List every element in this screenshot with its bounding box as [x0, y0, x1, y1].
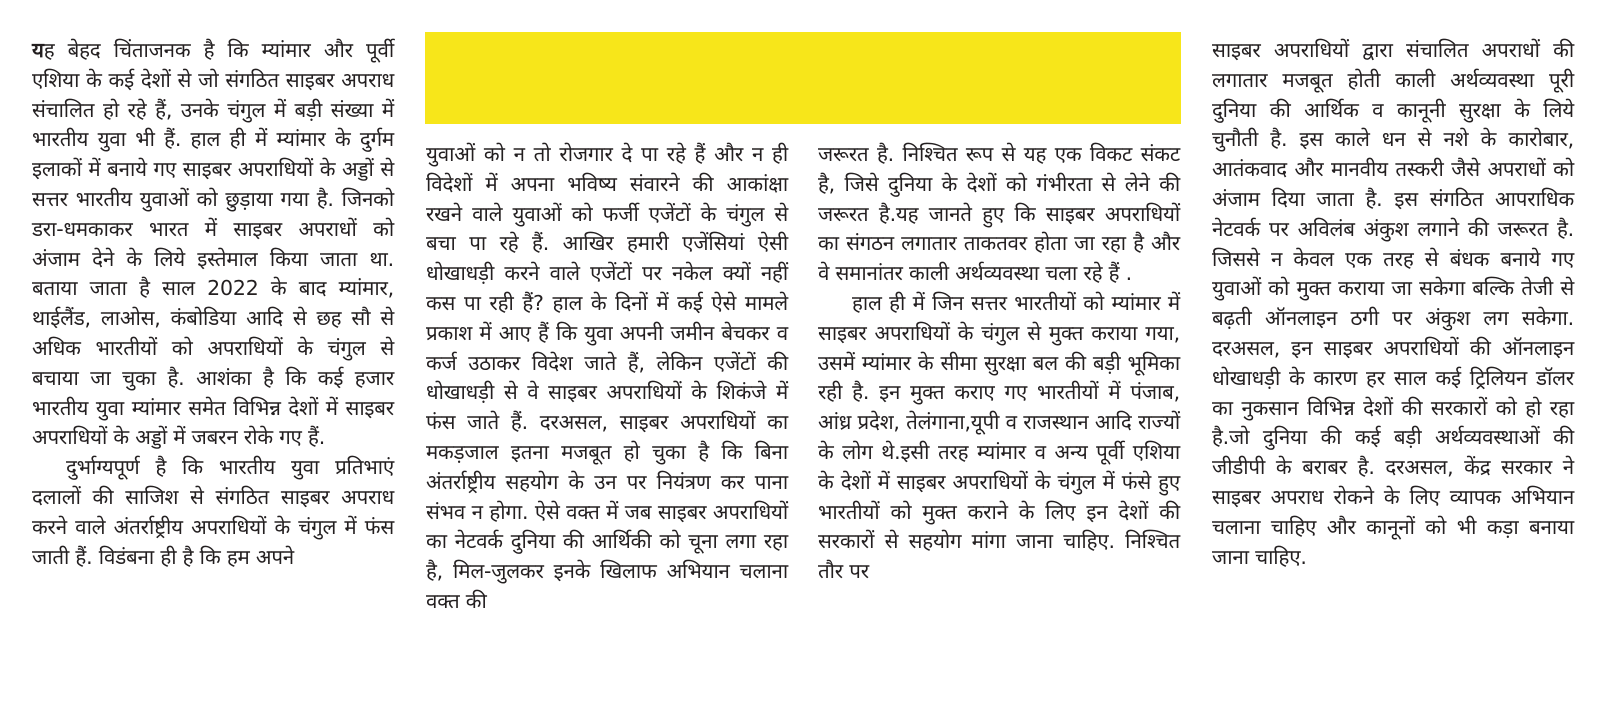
paragraph: दुर्भाग्यपूर्ण है कि भारतीय युवा प्रतिभाएं दलालों की साजिश से संगठित साइबर अपराध करने वाले अंतर्राष्ट्रीय अपराधियों के चंगुल में फंस जाती हैं. विडंबना ही है कि हम अपने	[32, 455, 394, 569]
article-column-2	[426, 140, 788, 617]
paragraph: हाल ही में जिन सत्तर भारतीयों को म्यांमार में साइबर अपराधियों के चंगुल से मुक्त कराया गया, उसमें म्यांमार के सीमा सुरक्षा बल की बड़ी भूमिका रही है. इन मुक्त कराए गए भारतीयों में पंजाब, आंध्र प्रदेश, तेलंगाना,यूपी व राजस्थान आदि राज्यों के लोग थे.इसी तरह म्यांमार व अन्य पूर्वी एशिया के देशों में साइबर अपराधियों के चंगुल में फंसे हुए भारतीयों को मुक्त कराने के लिए इन देशों की सरकारों से सहयोग मांगा जाना चाहिए. निश्चित तौर पर	[818, 290, 1180, 584]
paragraph: जरूरत है. निश्चित रूप से यह एक विकट संकट है, जिसे दुनिया के देशों को गंभीरता से लेने की जरूरत है.यह जानते हुए कि साइबर अपराधियों का संगठन लगातार ताकतवर होता जा रहा है और वे समानांतर काली अर्थव्यवस्था चला रहे हैं .	[818, 142, 1180, 286]
yellow-banner-block	[425, 32, 1181, 124]
lead-letter: य	[32, 38, 44, 62]
paragraph	[32, 36, 394, 453]
article-column-4	[1212, 36, 1574, 572]
paragraph: युवाओं को न तो रोजगार दे पा रहे हैं और न ही विदेशों में अपना भविष्य संवारने की आकांक्षा रखने वाले युवाओं को फर्जी एजेंटों के चंगुल से बचा पा रहे हैं. आखिर हमारी एजेंसियां ऐसी धोखाधड़ी करने वाले एजेंटों पर नकेल क्यों नहीं कस पा रही हैं? हाल के दिनों में कई ऐसे मामले प्रकाश में आए हैं कि युवा अपनी जमीन बेचकर व कर्ज उठाकर विदेश जाते हैं, लेकिन एजेंटों की धोखाधड़ी से वे साइबर अपराधियों के शिकंजे में फंस जाते हैं. दरअसल, साइबर अपराधियों का मकड़जाल इतना मजबूत हो चुका है कि बिना अंतर्राष्ट्रीय सहयोग के उन पर नियंत्रण कर पाना संभव न होगा. ऐसे वक्त में जब साइबर अपराधियों का नेटवर्क दुनिया की आर्थिकी को चूना लगा रहा है, मिल-जुलकर इनके खिलाफ अभियान चलाना वक्त की	[426, 142, 788, 613]
paragraph-text: ह बेहद चिंताजनक है कि म्यांमार और पूर्वी एशिया के कई देशों से जो संगठित साइबर अपराध संचालित हो रहे हैं, उनके चंगुल में बड़ी संख्या में भारतीय युवा भी हैं. हाल ही में म्यांमार के दुर्गम इलाकों में बनाये गए साइबर अपराधियों के अड्डों से सत्तर भारतीय युवाओं को छुड़ाया गया है. जिनको डरा-धमकाकर भारत में साइबर अपराधों को अंजाम देने के लिये इस्तेमाल किया जाता था. बताया जाता है साल 2022 के बाद म्यांमार, थाईलैंड, लाओस, कंबोडिया आदि से छह सौ से अधिक भारतीयों को अपराधियों के चंगुल से बचाया जा चुका है. आशंका है कि कई हजार भारतीय युवा म्यांमार समेत विभिन्न देशों में साइबर अपराधियों के अड्डों में जबरन रोके गए हैं.	[32, 38, 394, 450]
paragraph: साइबर अपराधियों द्वारा संचालित अपराधों की लगातार मजबूत होती काली अर्थव्यवस्था पूरी दुनिया की आर्थिक व कानूनी सुरक्षा के लिये चुनौती है. इस काले धन से नशे के कारोबार, आतंकवाद और मानवीय तस्करी जैसे अपराधों को अंजाम दिया जाता है. इस संगठित आपराधिक नेटवर्क पर अविलंब अंकुश लगाने की जरूरत है. जिससे न केवल एक तरह से बंधक बनाये गए युवाओं को मुक्त कराया जा सकेगा बल्कि तेजी से बढ़ती ऑनलाइन ठगी पर अंकुश लग सकेगा. दरअसल, इन साइबर अपराधियों की ऑनलाइन धोखाधड़ी के कारण हर साल कई ट्रिलियन डॉलर का नुकसान विभिन्न देशों की सरकारों को हो रहा है.जो दुनिया की कई बड़ी अर्थव्यवस्थाओं की जीडीपी के बराबर है. दरअसल, केंद्र सरकार ने साइबर अपराध रोकने के लिए व्यापक अभियान चलाना चाहिए और कानूनों को भी कड़ा बनाया जाना चाहिए.	[1212, 38, 1574, 569]
article-column-1	[32, 36, 394, 572]
article-column-3	[818, 140, 1180, 587]
